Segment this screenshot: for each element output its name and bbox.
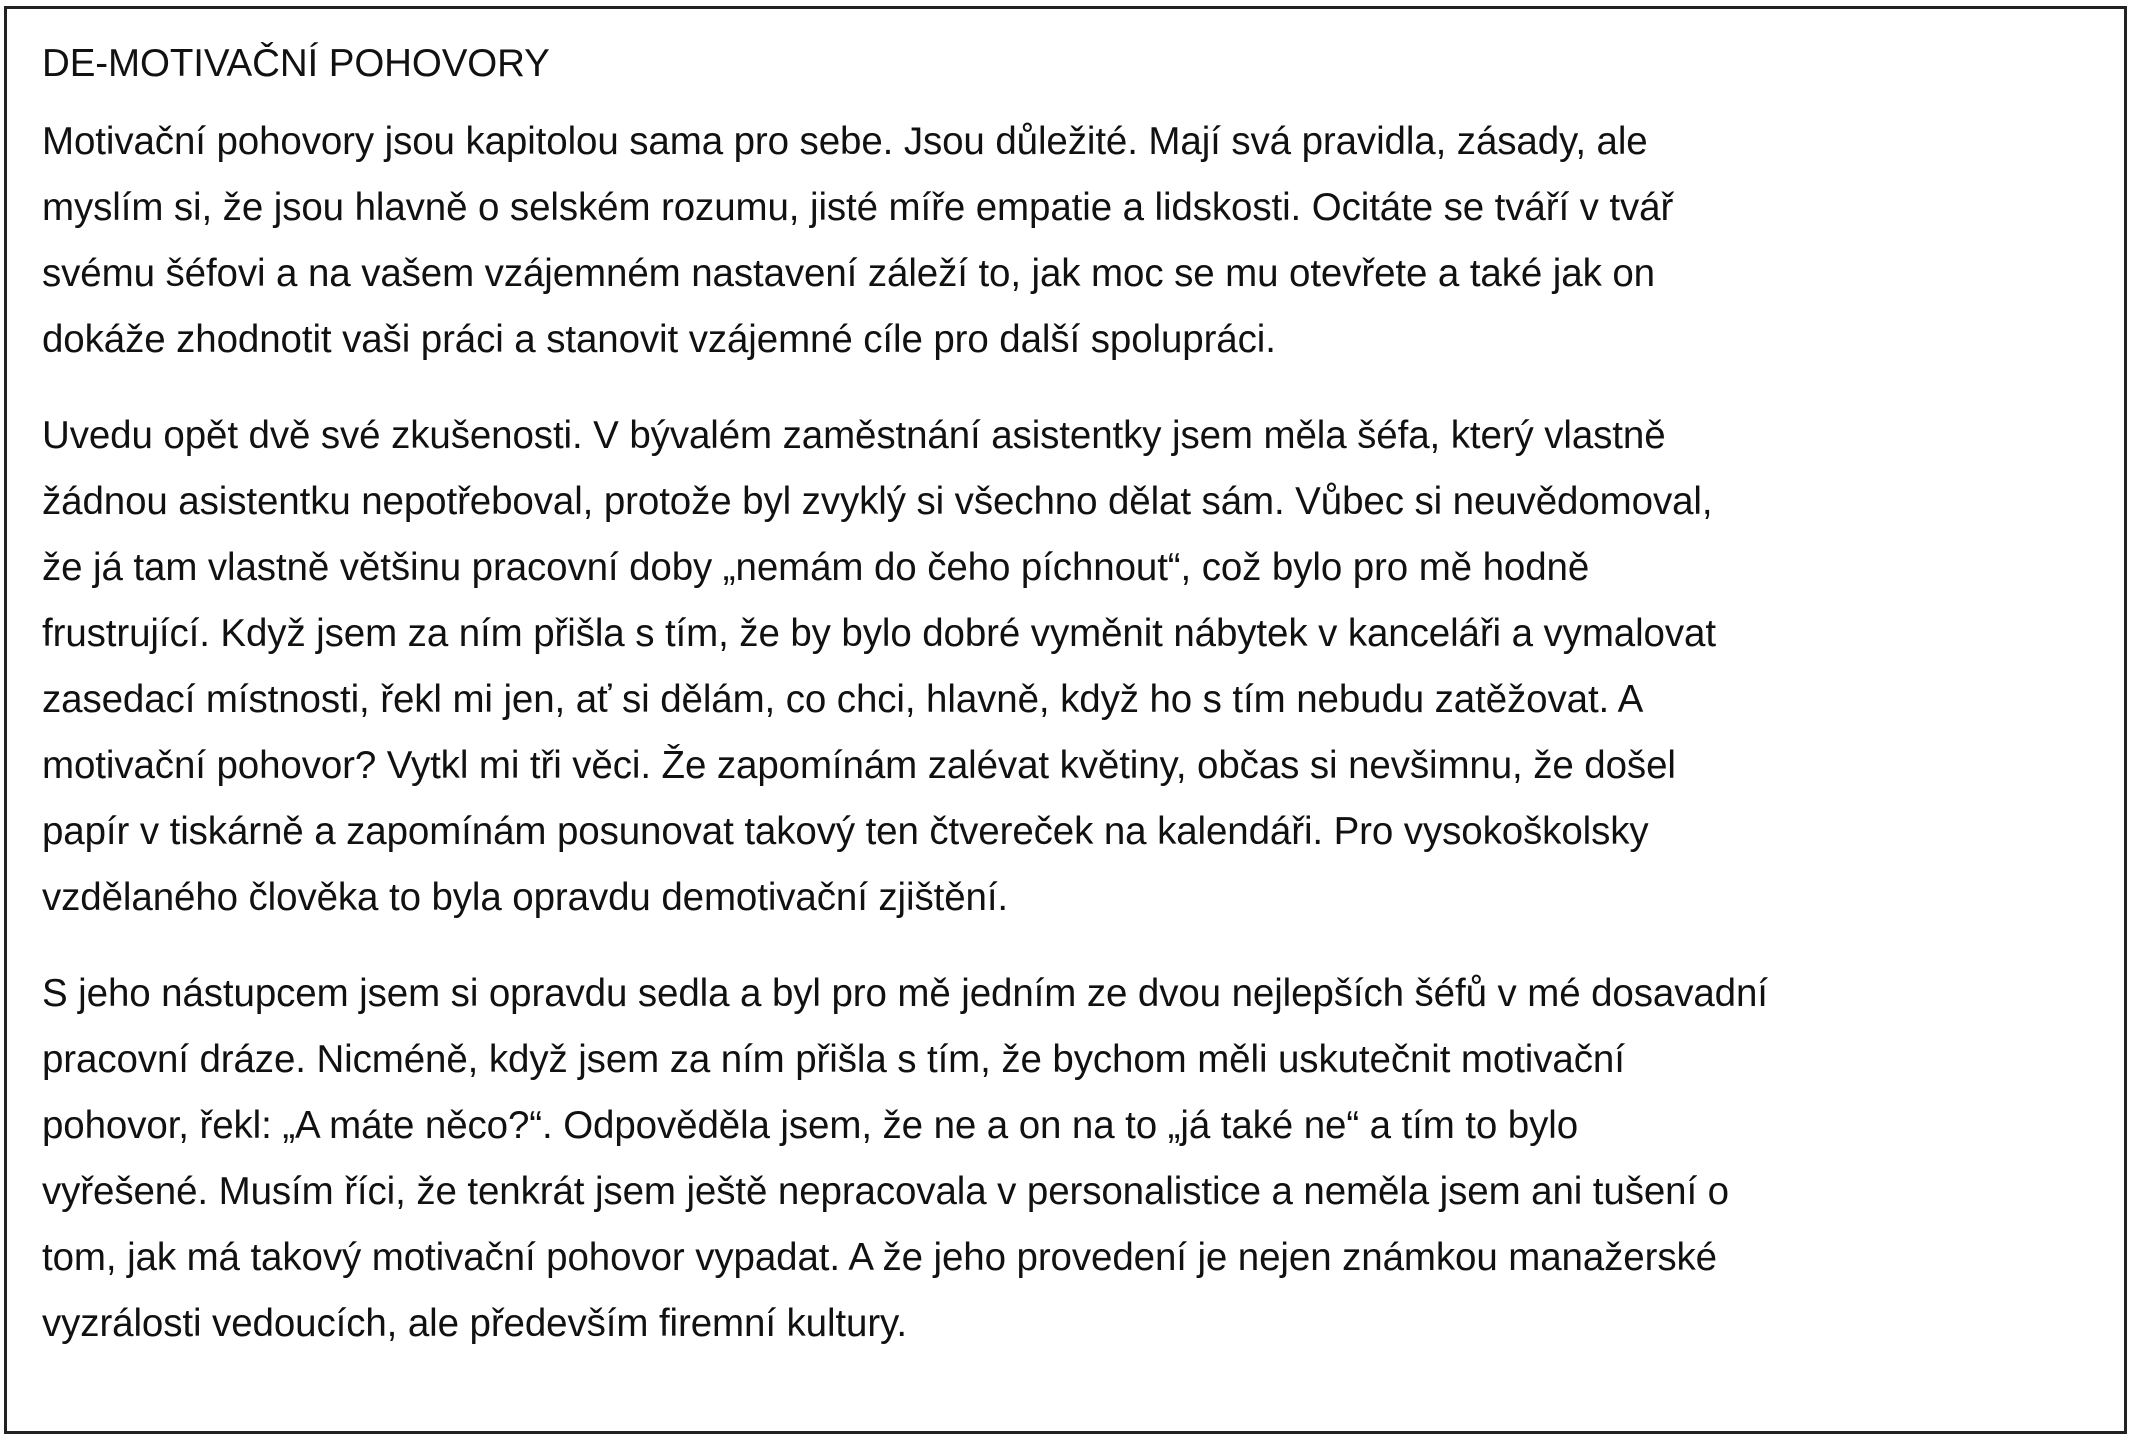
paragraph-line: dokáže zhodnotit vaši práci a stanovit vzájemné cíle pro další spolupráci. (42, 318, 1276, 361)
paragraph-line: frustrující. Když jsem za ním přišla s tím, že by bylo dobré vyměnit nábytek v kanceláři a vymalovat (42, 612, 1716, 655)
paragraph-line: svému šéfovi a na vašem vzájemném nastavení záleží to, jak moc se mu otevřete a také jak on (42, 252, 1655, 295)
document-content (42, 31, 2112, 1387)
paragraph-line: vyřešené. Musím říci, že tenkrát jsem ještě nepracovala v personalistice a neměla jsem ani tušení o (42, 1170, 1729, 1213)
paragraph-line: S jeho nástupcem jsem si opravdu sedla a byl pro mě jedním ze dvou nejlepších šéfů v mé dosavadní (42, 972, 1768, 1015)
paragraph-line: myslím si, že jsou hlavně o selském rozumu, jisté míře empatie a lidskosti. Ocitáte se tváří v tvář (42, 186, 1674, 229)
paragraph-line: vyzrálosti vedoucích, ale především firemní kultury. (42, 1302, 907, 1345)
paragraph-line: zasedací místnosti, řekl mi jen, ať si dělám, co chci, hlavně, když ho s tím nebudu zatěžovat. A (42, 678, 1644, 721)
paragraph-line: žádnou asistentku nepotřeboval, protože byl zvyklý si všechno dělat sám. Vůbec si neuvědomoval, (42, 480, 1713, 523)
paragraph-line: motivační pohovor? Vytkl mi tři věci. Že zapomínám zalévat květiny, občas si nevšimnu, že došel (42, 744, 1676, 787)
document-title: DE-MOTIVAČNÍ POHOVORY (42, 42, 550, 85)
paragraph-line: že já tam vlastně většinu pracovní doby „nemám do čeho píchnout“, což bylo pro mě hodně (42, 546, 1590, 589)
document-frame (4, 6, 2127, 1434)
paragraph-line: Uvedu opět dvě své zkušenosti. V bývalém zaměstnání asistentky jsem měla šéfa, který vlastně (42, 414, 1666, 457)
paragraph-3 (42, 961, 2112, 1357)
paragraph-line: papír v tiskárně a zapomínám posunovat takový ten čtvereček na kalendáři. Pro vysokoškolsky (42, 810, 1649, 853)
paragraph-line: tom, jak má takový motivační pohovor vypadat. A že jeho provedení je nejen známkou manažerské (42, 1236, 1717, 1279)
paragraph-line: pracovní dráze. Nicméně, když jsem za ním přišla s tím, že bychom měli uskutečnit motivační (42, 1038, 1625, 1081)
paragraph-line: pohovor, řekl: „A máte něco?“. Odpověděla jsem, že ne a on na to „já také ne“ a tím to bylo (42, 1104, 1579, 1147)
paragraph-line: Motivační pohovory jsou kapitolou sama pro sebe. Jsou důležité. Mají svá pravidla, zásady, ale (42, 120, 1648, 163)
paragraph-line: vzdělaného člověka to byla opravdu demotivační zjištění. (42, 876, 1009, 919)
paragraph-2 (42, 403, 2112, 931)
paragraph-1 (42, 109, 2112, 373)
